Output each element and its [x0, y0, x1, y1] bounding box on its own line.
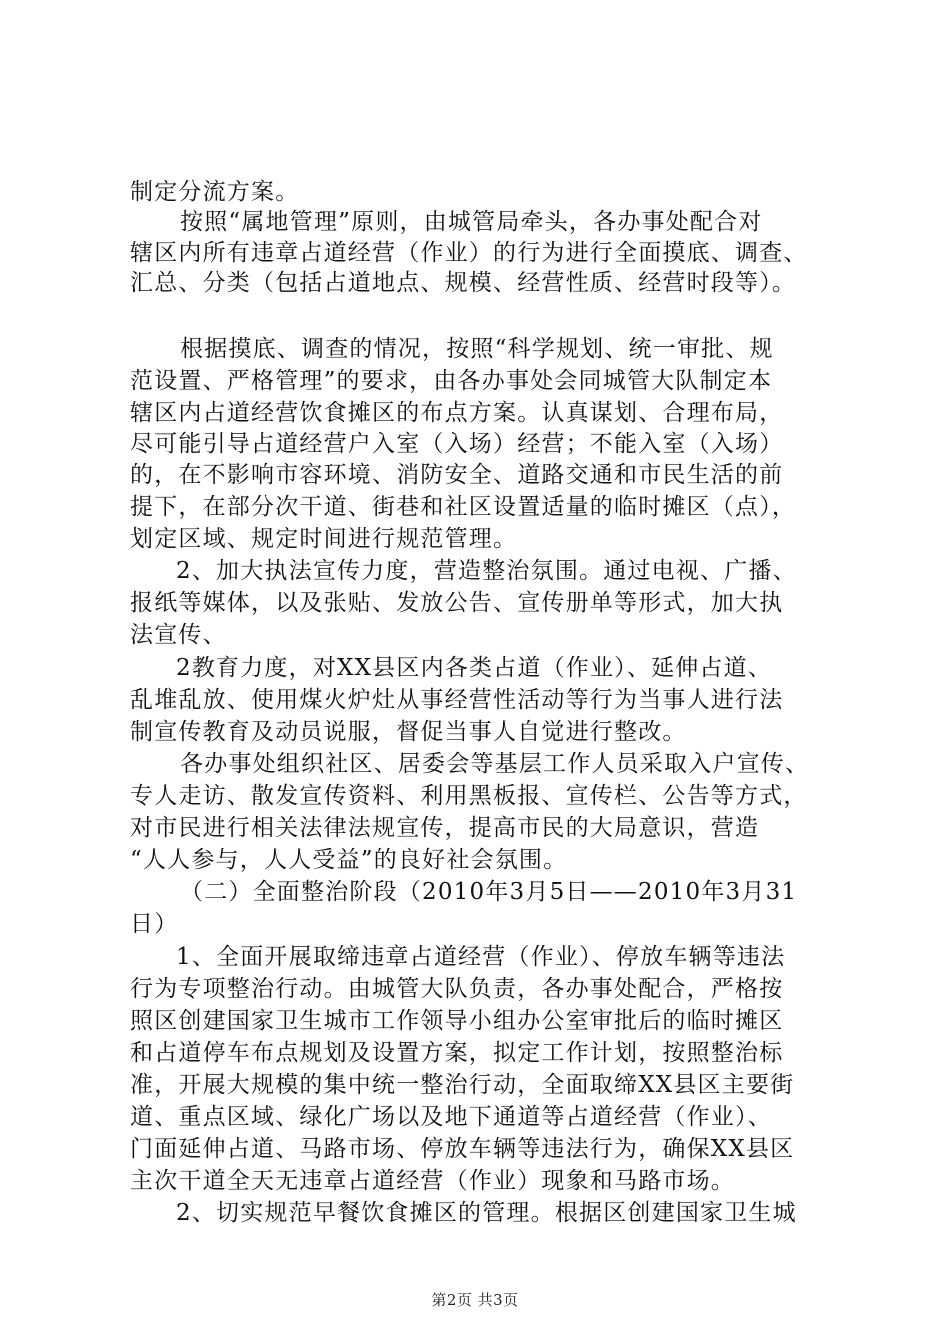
text-line-24: 1、全面开展取缔违章占道经营（作业）、停放车辆等违法: [176, 944, 786, 970]
page-number-footer: 第2页 共3页: [431, 1291, 519, 1309]
text-line-27: 和占道停车布点规划及设置方案，拟定工作计划，按照整治标: [130, 1040, 784, 1066]
text-line-15: 2教育力度，对XX县区内各类占道（作业）、延伸占道、: [176, 655, 773, 681]
text-line-21: “人人参与，人人受益”的良好社会氛围。: [130, 847, 568, 873]
text-line-13: 报纸等媒体，以及张贴、发放公告、宣传册单等形式，加大执: [130, 590, 784, 616]
text-line-8: 尽可能引导占道经营户入室（入场）经营；不能入室（入场）: [130, 431, 784, 457]
text-line-5: 根据摸底、调查的情况，按照“科学规划、统一审批、规: [180, 336, 774, 362]
text-line-7: 辖区内占道经营饮食摊区的布点方案。认真谋划、合理布局，: [130, 400, 784, 426]
text-line-25: 行为专项整治行动。由城管大队负责，各办事处配合，严格按: [130, 976, 784, 1002]
text-line-4: 汇总、分类（包括占道地点、规模、经营性质、经营时段等）。: [130, 270, 797, 296]
text-line-12: 2、加大执法宣传力度，营造整治氛围。通过电视、广播、: [176, 558, 797, 584]
text-line-32: 2、切实规范早餐饮食摊区的管理。根据区创建国家卫生城: [176, 1200, 797, 1226]
text-line-31: 主次干道全天无违章占道经营（作业）现象和马路市场。: [130, 1168, 735, 1194]
text-line-16: 乱堆乱放、使用煤火炉灶从事经营性活动等行为当事人进行法: [130, 687, 784, 713]
text-line-22: （二）全面整治阶段（2010年3月5日——2010年3月31: [180, 879, 798, 905]
text-line-20: 对市民进行相关法律法规宣传，提高市民的大局意识，营造: [130, 815, 760, 841]
text-line-3: 辖区内所有违章占道经营（作业）的行为进行全面摸底、调查、: [130, 240, 808, 266]
text-line-30: 门面延伸占道、马路市场、停放车辆等违法行为，确保XX县区: [130, 1136, 795, 1162]
text-line-1: 制定分流方案。: [130, 179, 300, 205]
text-line-29: 道、重点区域、绿化广场以及地下通道等占道经营（作业）、: [130, 1104, 772, 1130]
text-line-18: 各办事处组织社区、居委会等基层工作人员采取入户宣传、: [180, 751, 810, 777]
text-line-6: 范设置、严格管理”的要求，由各办事处会同城管大队制定本: [130, 368, 773, 394]
text-line-17: 制宣传教育及动员说服，督促当事人自觉进行整改。: [130, 719, 687, 745]
text-line-14: 法宣传、: [130, 622, 227, 648]
text-line-2: 按照“属地管理”原则，由城管局牵头，各办事处配合对: [180, 209, 763, 235]
text-line-23: 日）: [130, 911, 179, 937]
text-line-28: 准，开展大规模的集中统一整治行动，全面取缔XX县区主要街: [130, 1072, 795, 1098]
text-line-11: 划定区域、规定时间进行规范管理。: [130, 526, 518, 552]
text-line-26: 照区创建国家卫生城市工作领导小组办公室审批后的临时摊区: [130, 1008, 784, 1034]
text-line-10: 提下，在部分次干道、街巷和社区设置适量的临时摊区（点），: [130, 494, 797, 520]
text-line-19: 专人走访、散发宣传资料、利用黑板报、宣传栏、公告等方式，: [130, 783, 808, 809]
text-line-9: 的，在不影响市容环境、消防安全、道路交通和市民生活的前: [130, 462, 784, 488]
